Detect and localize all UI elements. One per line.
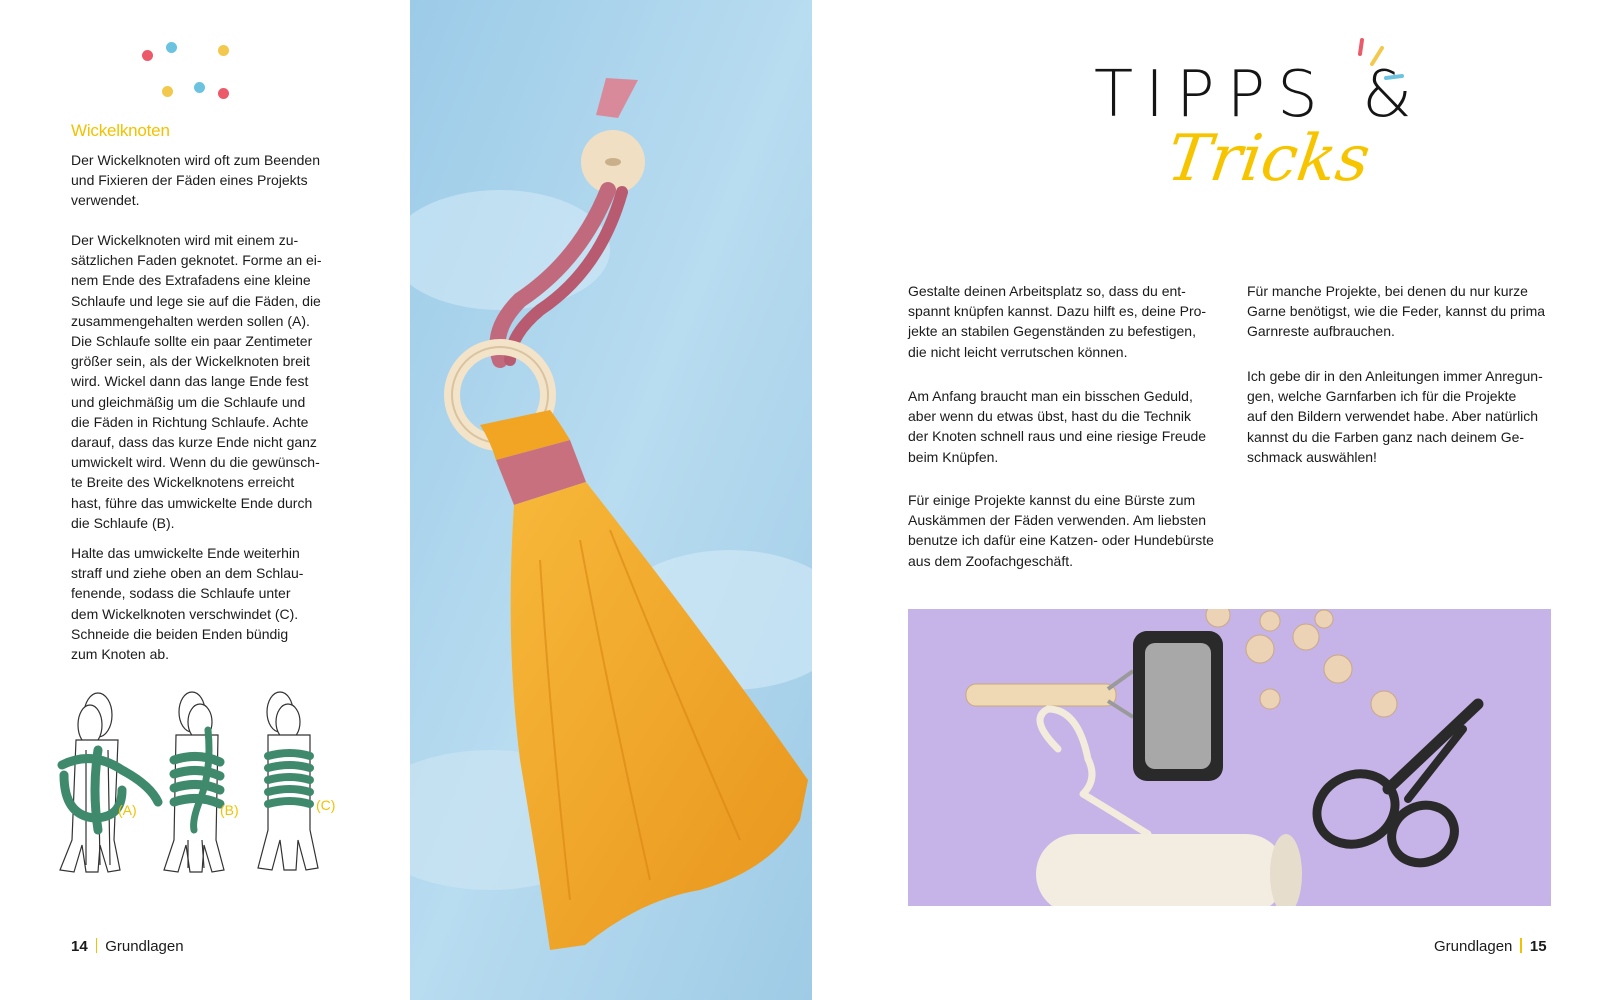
text-line: Die Schlaufe sollte ein paar Zentimeter (71, 333, 313, 350)
text-line: benutze ich dafür eine Katzen- oder Hundebürste (908, 532, 1214, 549)
knot-step-a-illustration (60, 693, 158, 872)
tip-paragraph-workspace (908, 281, 1228, 362)
section-title: Wickelknoten (71, 121, 170, 140)
text-line: straff und ziehe oben an dem Schlau- (71, 565, 304, 582)
footer-divider (1520, 938, 1522, 953)
text-line: aus dem Zoofachgeschäft. (908, 552, 1073, 569)
text-line: schmack auswählen! (1247, 448, 1377, 465)
dot-blue (166, 42, 177, 53)
instruction-paragraph (71, 230, 371, 533)
text-line: Schlaufe und lege sie auf die Fäden, die (71, 292, 321, 309)
text-line: Gestalte deinen Arbeitsplatz so, dass du ent- (908, 283, 1186, 299)
text-line: te Breite des Wickelknotens erreicht (71, 474, 295, 491)
text-line: Halte das umwickelte Ende weiterhin (71, 545, 300, 561)
tip-paragraph-patience (908, 386, 1228, 467)
left-page (0, 0, 410, 1000)
text-line: Für manche Projekte, bei denen du nur kurze (1247, 283, 1528, 299)
heading-tricks: Tricks (1162, 122, 1375, 196)
text-line: Der Wickelknoten wird mit einem zu- (71, 232, 299, 248)
yarn-roll (1036, 834, 1286, 906)
dot-red (142, 50, 153, 61)
dot-yellow (162, 86, 173, 97)
text-line: Auskämmen der Fäden verwenden. Am liebsten (908, 512, 1207, 529)
text-line: dem Wickelknoten verschwindet (C). (71, 605, 299, 622)
text-line: größer sein, als der Wickelknoten breit (71, 353, 310, 370)
text-line: kannst du die Farben ganz nach deinem Ge- (1247, 428, 1525, 445)
text-line: der Knoten schnell raus und eine riesige Freude (908, 428, 1207, 445)
text-line: und Fixieren der Fäden eines Projekts (71, 172, 308, 189)
dot-yellow (218, 45, 229, 56)
finish-paragraph (71, 543, 371, 664)
tip-paragraph-brush (908, 490, 1228, 571)
text-line: nem Ende des Extrafadens eine kleine (71, 272, 311, 289)
text-line: Garnreste aufbrauchen. (1247, 323, 1395, 340)
text-line: beim Knüpfen. (908, 448, 999, 465)
page-footer-right (1434, 938, 1547, 955)
text-line: auf den Bildern verwendet habe. Aber natürlich (1247, 408, 1539, 425)
text-line: und gleichmäßig um die Schlaufe und (71, 393, 306, 410)
wrap-knot-diagram (52, 690, 352, 885)
text-line: aber wenn du etwas übst, hast du die Technik (908, 408, 1192, 425)
diagram-label-c: (C) (316, 797, 336, 813)
footer-section-label: Grundlagen (105, 938, 184, 955)
tools-photo (908, 609, 1551, 906)
page-footer-left (71, 938, 184, 955)
text-line: Der Wickelknoten wird oft zum Beenden (71, 152, 320, 168)
text-line: spannt knüpfen kannst. Dazu hilft es, deine Pro- (908, 303, 1207, 320)
heading-tipps: TIPPS & (1094, 58, 1425, 132)
text-line: jekte an stabilen Gegenständen zu befestigen, (908, 323, 1196, 340)
intro-paragraph (71, 150, 371, 211)
text-line: die Schlaufe (B). (71, 514, 175, 531)
dot-blue (194, 82, 205, 93)
footer-section-label: Grundlagen (1434, 938, 1513, 955)
text-line: sätzlichen Faden geknotet. Forme an ei- (71, 252, 322, 269)
text-line: fenende, sodass die Schlaufe unter (71, 585, 291, 602)
dot-red (218, 88, 229, 99)
tip-paragraph-colors (1247, 366, 1577, 467)
page-number: 14 (71, 938, 88, 955)
text-line: gen, welche Garnfarben ich für die Projekte (1247, 388, 1517, 405)
diagram-label-a: (A) (118, 802, 137, 818)
text-line: verwendet. (71, 192, 140, 209)
footer-divider (96, 938, 98, 953)
decorative-dots (140, 38, 250, 108)
text-line: zum Knoten ab. (71, 646, 170, 663)
text-line: die Fäden in Richtung Schlaufe. Achte (71, 413, 309, 430)
text-line: Schneide die beiden Enden bündig (71, 625, 289, 642)
text-line: Ich gebe dir in den Anleitungen immer Anregun- (1247, 368, 1543, 384)
text-line: wird. Wickel dann das lange Ende fest (71, 373, 309, 390)
text-line: hast, führe das umwickelte Ende durch (71, 494, 313, 511)
diagram-label-b: (B) (220, 802, 239, 818)
knot-step-c-illustration (258, 692, 318, 870)
text-line: zusammengehalten werden sollen (A). (71, 312, 310, 329)
text-line: darauf, dass das kurze Ende nicht ganz (71, 434, 317, 451)
text-line: Am Anfang braucht man ein bisschen Geduld, (908, 388, 1193, 404)
text-line: Garne benötigst, wie die Feder, kannst du prima (1247, 303, 1546, 320)
tassel-photo (410, 0, 812, 1000)
text-line: die nicht leicht verrutschen können. (908, 343, 1128, 360)
tip-paragraph-leftovers (1247, 281, 1577, 342)
text-line: umwickelt wird. Wenn du die gewünsch- (71, 454, 320, 471)
text-line: Für einige Projekte kannst du eine Bürste zum (908, 492, 1196, 508)
knot-step-b-illustration (164, 692, 224, 872)
page-number: 15 (1529, 938, 1547, 955)
